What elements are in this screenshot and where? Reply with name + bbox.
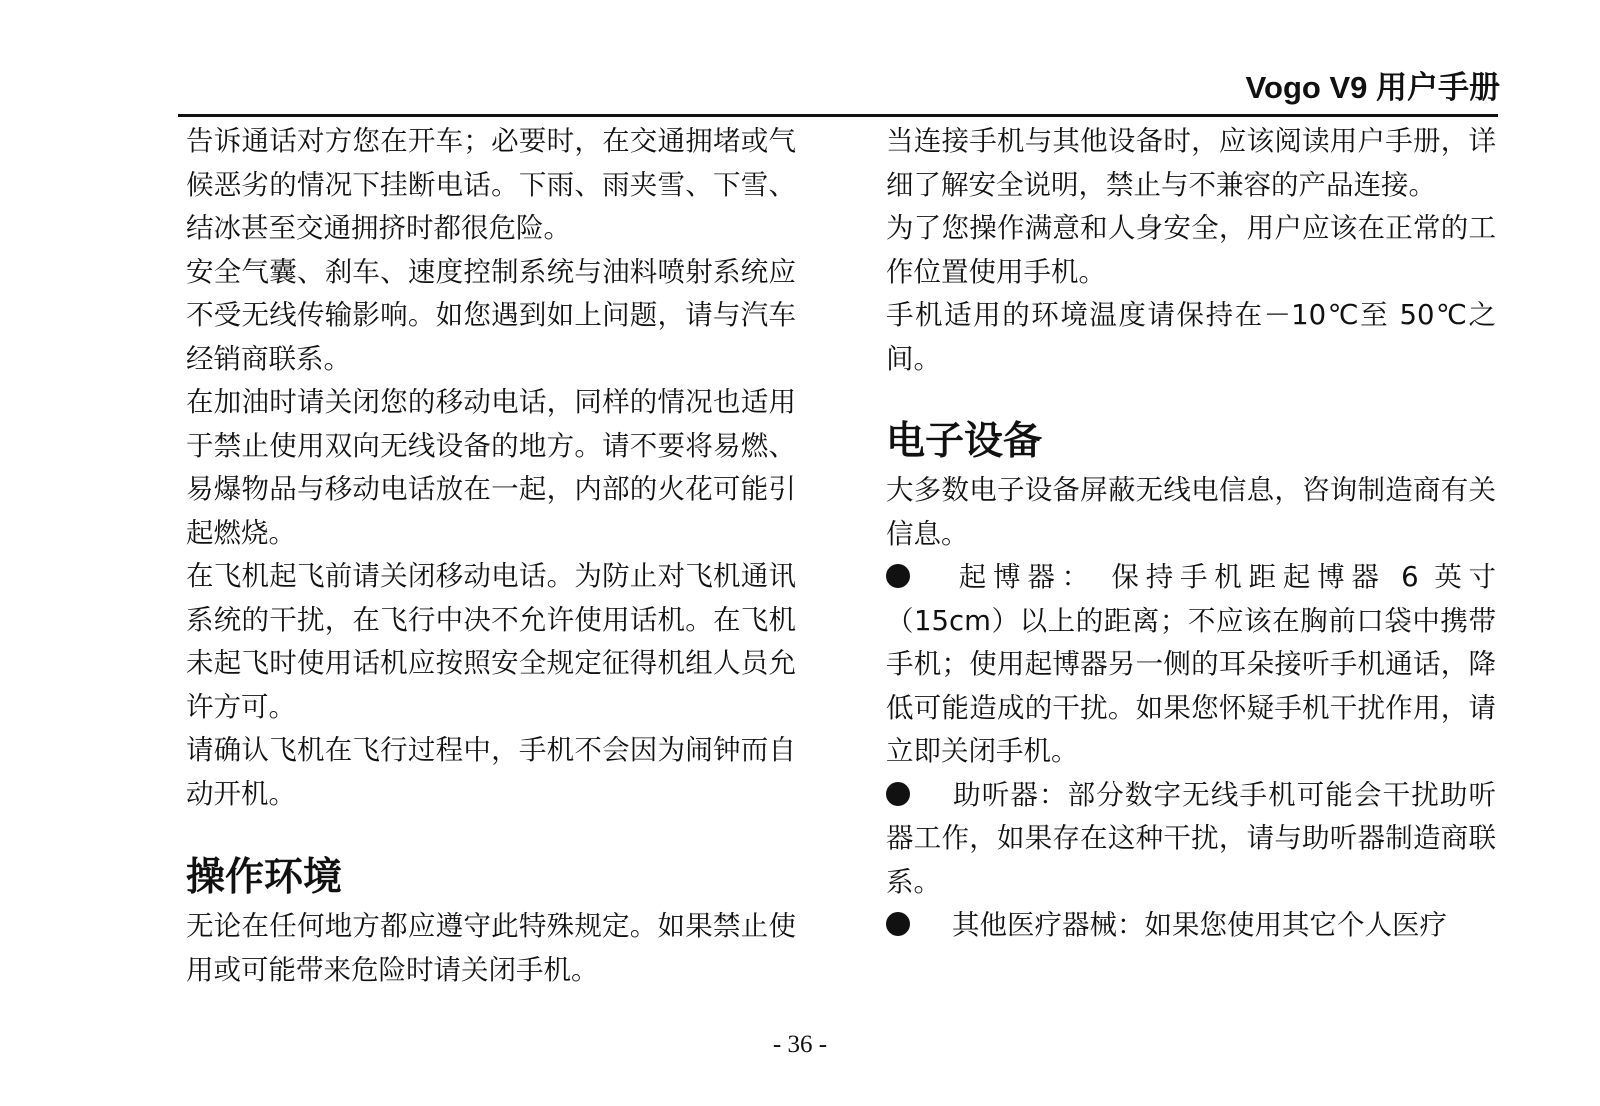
paragraph-electronic-intro: 大多数电子设备屏蔽无线电信息，咨询制造商有关信息。 (886, 474, 1496, 550)
paragraph-refueling: 在加油时请关闭您的移动电话，同样的情况也适用于禁止使用双向无线设备的地方。请不要将易燃、易爆物品与移动电话放在一起，内部的火花可能引起燃烧。 (186, 386, 796, 549)
paragraph-temperature: 手机适用的环境温度请保持在－10℃至 50℃之间。 (886, 299, 1496, 375)
bullet-text: 助听器：部分数字无线手机可能会干扰助听器工作，如果存在这种干扰，请与助听器制造商联系。 (886, 778, 1496, 898)
bullet-icon (886, 782, 910, 806)
right-column (886, 120, 1496, 948)
bullet-text: 其他医疗器械：如果您使用其它个人医疗 (952, 909, 1447, 941)
paragraph-alarm: 请确认飞机在飞行过程中，手机不会因为闹钟而自动开机。 (186, 734, 796, 810)
bullet-icon (886, 912, 910, 936)
header-divider (178, 114, 1498, 117)
bullet-icon (886, 564, 910, 588)
bullet-item-medical-devices (886, 904, 1496, 948)
bullet-item-pacemaker (886, 556, 1496, 774)
paragraph-normal-position: 为了您操作满意和人身安全，用户应该在正常的工作位置使用手机。 (886, 212, 1496, 288)
paragraph-connecting-devices: 当连接手机与其他设备时，应该阅读用户手册，详细了解安全说明，禁止与不兼容的产品连接。 (886, 125, 1496, 201)
paragraph-special-rules: 无论在任何地方都应遵守此特殊规定。如果禁止使用或可能带来危险时请关闭手机。 (186, 910, 796, 986)
header-title: Vogo V9 用户手册 (1245, 70, 1500, 105)
paragraph-vehicle-systems: 安全气囊、刹车、速度控制系统与油料喷射系统应不受无线传输影响。如您遇到如上问题，请与汽车经销商联系。 (186, 255, 796, 375)
section-heading-operating-environment: 操作环境 (186, 855, 343, 900)
page-number: - 36 - (772, 1031, 828, 1058)
left-column (186, 120, 796, 992)
bullet-item-hearing-aid (886, 774, 1496, 905)
paragraph-driving: 告诉通话对方您在开车；必要时，在交通拥堵或气候恶劣的情况下挂断电话。下雨、雨夹雪、下雪、结冰甚至交通拥挤时都很危险。 (186, 125, 796, 244)
bullet-text: 起博器： 保持手机距起博器 6 英寸（15cm）以上的距离；不应该在胸前口袋中携带手机；使用起博器另一侧的耳朵接听手机通话，降低可能造成的干扰。如果您怀疑手机干扰作用，请立即关闭手机。 (886, 561, 1496, 767)
section-heading-electronic-devices: 电子设备 (886, 419, 1043, 464)
paragraph-aircraft: 在飞机起飞前请关闭移动电话。为防止对飞机通讯系统的干扰，在飞行中决不允许使用话机。在飞机未起飞时使用话机应按照安全规定征得机组人员允许方可。 (186, 560, 796, 723)
